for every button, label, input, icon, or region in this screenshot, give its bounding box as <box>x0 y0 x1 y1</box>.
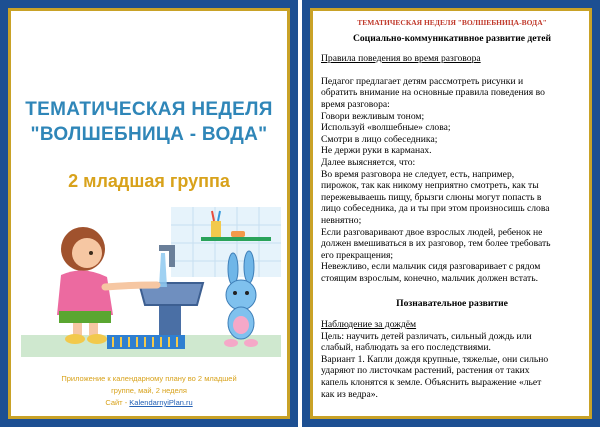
cover-title-line2: "ВОЛШЕБНИЦА - ВОДА" <box>30 124 268 145</box>
girl-figure <box>57 227 157 344</box>
cover-subtitle: 2 младшая группа <box>68 171 230 191</box>
s1-line: Смотри в лицо собеседника; <box>321 133 438 145</box>
cover-content <box>11 11 287 416</box>
section2-body <box>321 331 583 401</box>
text-gold-frame <box>310 8 592 419</box>
wall-tiles <box>171 207 281 277</box>
s2-line: как из ведра». <box>321 388 378 400</box>
soap-icon <box>231 231 245 237</box>
footer-site-link[interactable]: KalendarnyiPlan.ru <box>129 398 193 407</box>
s1-line: время разговора: <box>321 98 390 110</box>
cover-footer <box>21 373 277 409</box>
cover-gold-frame <box>8 8 290 419</box>
s1-line: Во время разговора не следует, есть, например, <box>321 168 515 180</box>
s1-line: лицо собеседника, да и ты при этом произносишь слова <box>321 203 550 215</box>
s1-line: Используй «волшебные» слова; <box>321 122 451 134</box>
s1-line: пережевываешь пищу, брызги слюны могут попасть в <box>321 191 542 203</box>
footer-site-label: Сайт - <box>105 398 128 407</box>
footer-line1: Приложение к календарному плану во 2 младшей <box>61 374 237 383</box>
s1-line: пирожок, так как никому неприятно смотреть, как ты <box>321 180 539 192</box>
s2-line: капель клонятся к земле. Объяснить выражение «льет <box>321 377 542 389</box>
section1-title: Социально-коммуникативное развитие детей <box>352 32 552 44</box>
s2-line: ударяют по листочкам растений, растения от таких <box>321 365 530 377</box>
s1-line: Педагог предлагает детям рассмотреть рисунки и <box>321 75 524 87</box>
text-page <box>302 0 600 427</box>
text-body <box>321 17 583 400</box>
s1-line: должен вмешиваться в их разговор, тем более требовать <box>321 238 551 250</box>
cup-icon <box>211 221 221 237</box>
shelf <box>201 237 271 241</box>
s1-line: Если разговаривают двое взрослых людей, ребенок не <box>321 226 543 238</box>
cover-page <box>0 0 298 427</box>
s1-line: Далее выясняется, что: <box>321 156 416 168</box>
section1-body <box>321 76 583 285</box>
s1-line: Говори вежливым тоном; <box>321 110 425 122</box>
washing-hands-illustration <box>21 207 281 357</box>
water-stream <box>159 253 167 287</box>
footer-line2: группе, май, 2 неделя <box>111 386 187 395</box>
text-content <box>313 11 589 416</box>
section2-subtitle: Наблюдение за дождём <box>321 319 417 331</box>
cover-title <box>11 97 287 147</box>
section2-title: Познавательное развитие <box>396 298 508 310</box>
s1-line: Невежливо, если мальчик сидя разговаривает с рядом <box>321 261 541 273</box>
cover-title-line1: ТЕМАТИЧЕСКАЯ НЕДЕЛЯ <box>25 99 273 120</box>
s1-line: обратить внимание на основные правила поведения во <box>321 87 545 99</box>
page-topline: ТЕМАТИЧЕСКАЯ НЕДЕЛЯ "ВОЛШЕБНИЦА-ВОДА" <box>357 18 547 27</box>
s2-line: слабый, наблюдать за его последствиями. <box>321 342 491 354</box>
s2-line: Вариант 1. Капли дождя крупные, тяжелые, они сильно <box>321 353 549 365</box>
s1-line: стоящим взрослым, конечно, мальчик должен встать. <box>321 272 538 284</box>
s1-line: Не держи руки в карманах. <box>321 145 432 157</box>
s1-line: его прекращения; <box>321 249 394 261</box>
s1-line: невнятно; <box>321 214 362 226</box>
section1-subtitle: Правила поведения во время разговора <box>321 53 481 65</box>
s2-line: Цель: научить детей различать, сильный дождь или <box>321 330 532 342</box>
sink-pedestal <box>159 303 181 335</box>
footer-site <box>21 397 277 409</box>
